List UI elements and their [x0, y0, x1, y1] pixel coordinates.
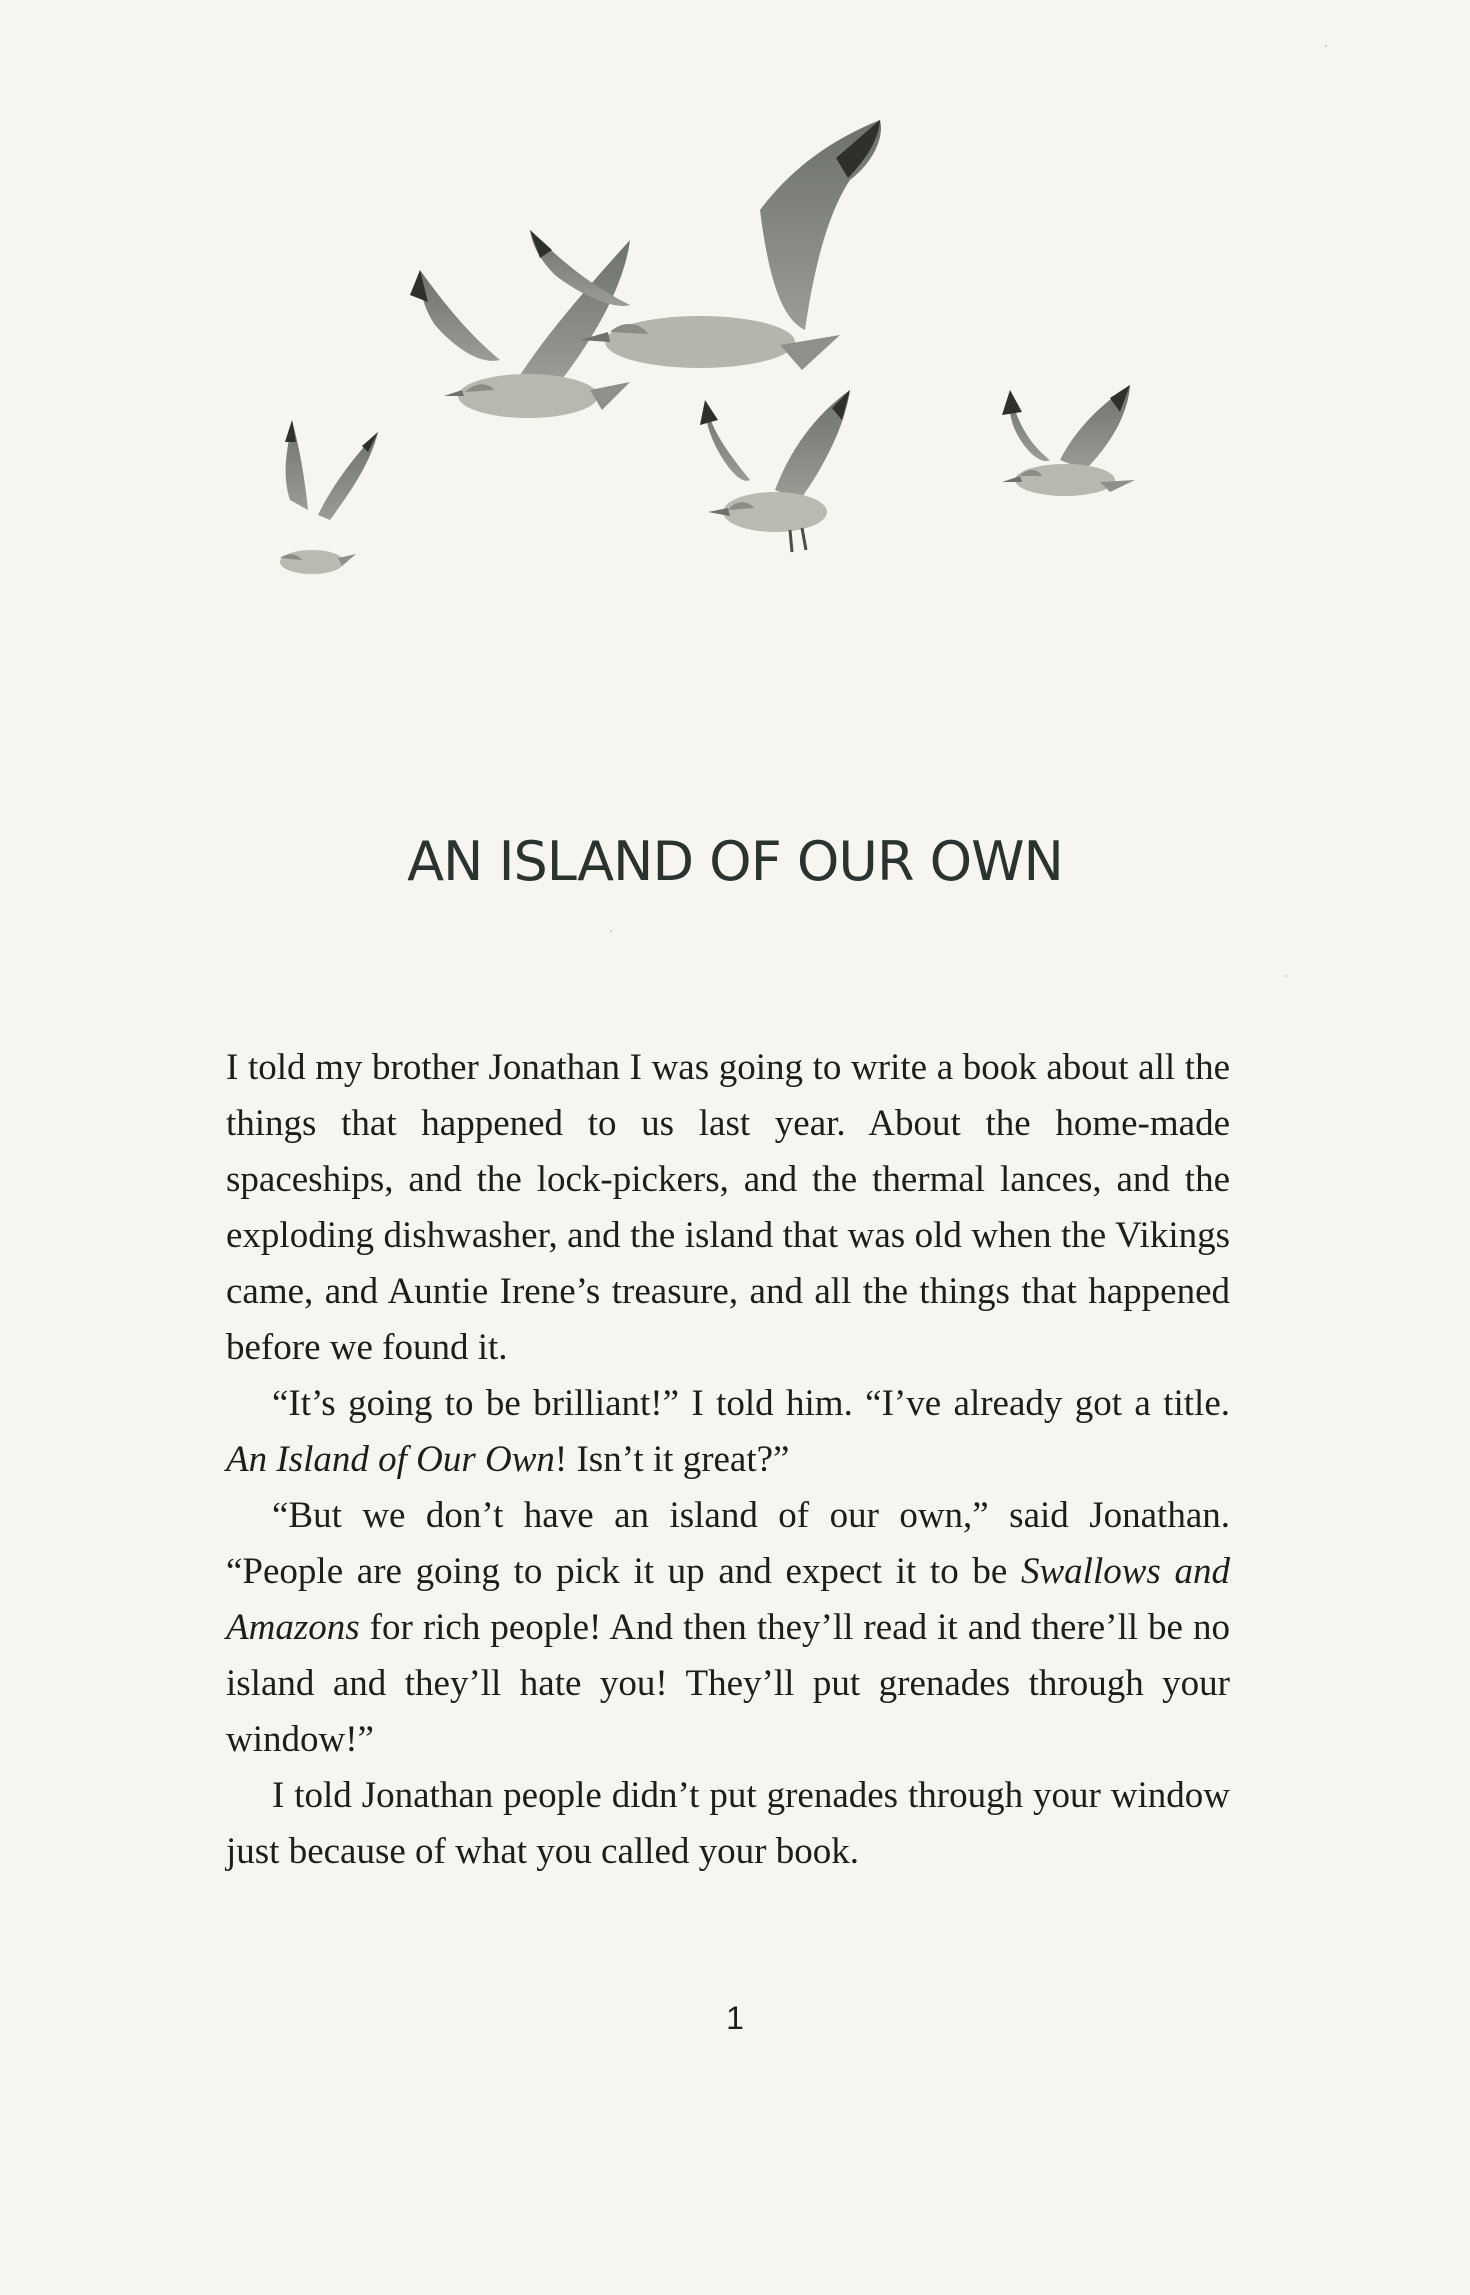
- paragraph-3-start: “But we don’t have an island of our own,” said Jonathan. “People are going to pick it up and expect it to be: [226, 1495, 1230, 1592]
- seagull-center: [700, 390, 850, 552]
- paper-speck: [1325, 45, 1327, 47]
- paragraph-2-end: ! Isn’t it great?”: [554, 1439, 790, 1480]
- paper-speck: [610, 930, 612, 932]
- paragraph-1: I told my brother Jonathan I was going to write a book about all the things that happened to us last year. About the home-made spaceships, and the lock-pickers, and the thermal lances, and the exploding dishwasher, and the island that was old when the Vikings came, and Auntie Irene’s treasure, and all the things that happened before we found it.: [226, 1047, 1230, 1368]
- seagull-flock-icon: [230, 120, 1240, 640]
- paragraph-3-end: for rich people! And then they’ll read it and there’ll be no island and they’ll hate you! They’ll put grenades through your window!”: [226, 1607, 1230, 1760]
- seagull-upper-left: [410, 240, 630, 418]
- page-number: 1: [726, 2000, 744, 2036]
- paper-speck: [1285, 975, 1287, 977]
- paragraph-3: [226, 1488, 1230, 1768]
- chapter-title: AN ISLAND OF OUR OWN: [407, 830, 1063, 893]
- paragraph-4: I told Jonathan people didn’t put grenades through your window just because of what you called your book.: [226, 1775, 1230, 1872]
- seagull-right: [1002, 385, 1135, 496]
- paragraph-2-start: “It’s going to be brilliant!” I told him. “I’ve already got a title.: [272, 1383, 1230, 1424]
- book-title-italic: An Island of Our Own: [226, 1439, 555, 1480]
- seagull-small-left: [280, 420, 378, 574]
- paragraph-2: [226, 1376, 1230, 1488]
- body-text: [226, 1040, 1230, 1880]
- referenced-book-italic: Swallows and Amazons: [226, 1551, 1230, 1648]
